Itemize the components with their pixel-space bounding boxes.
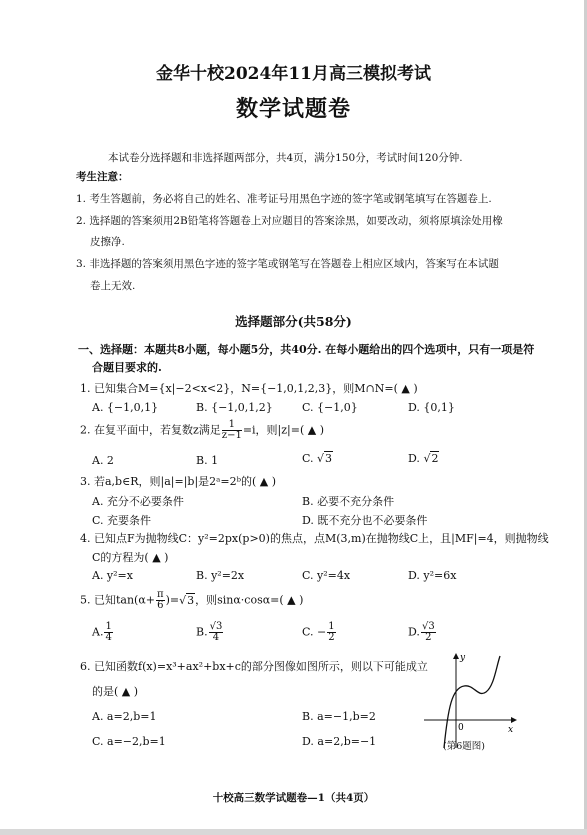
q4-stem: 4. 已知点F为抛物线C：y²=2px(p>0)的焦点，点M(3,m)在抛物线C上，且|MF|=4，则抛物线 — [80, 532, 549, 545]
q5-option-b-radicand: 3 — [215, 621, 223, 632]
q1-stem: 1. 已知集合M={x|−2<x<2}，N={−1,0,1,2,3}，则M∩N=( ▲ ) — [80, 382, 418, 395]
note-3: 3. 非选择题的答案须用黑色字迹的签字笔或钢笔写在答题卷上相应区域内，答案写在本试题 — [76, 258, 499, 270]
q5-option-c — [302, 622, 337, 643]
q2-stem-pre: 2. 在复平面中，若复数z满足 — [80, 423, 221, 437]
q2-fraction — [222, 420, 242, 441]
q2-option-c — [302, 452, 333, 465]
intro-text: 本试卷分选择题和非选择题两部分，共4页，满分150分，考试时间120分钟. — [108, 152, 463, 164]
q2-option-b: B. 1 — [196, 454, 219, 467]
q5-option-a-num: 1 — [105, 621, 112, 632]
q5-stem-post: ，则sinα·cosα=( ▲ ) — [195, 593, 304, 607]
cubic-curve — [444, 656, 500, 748]
graph-origin-label: 0 — [458, 723, 464, 733]
q6-stem: 6. 已知函数f(x)=x³+ax²+bx+c的部分图像如图所示，则以下可能成立 — [80, 660, 428, 673]
q5-option-b-den: 4 — [212, 632, 220, 643]
q2-stem — [80, 420, 324, 441]
q3-option-b: B. 必要不充分条件 — [302, 495, 395, 508]
q5-option-d-radicand: 3 — [428, 621, 435, 632]
exam-title: 金华十校2024年11月高三模拟考试 — [156, 64, 431, 84]
q6-figure-caption: (第6题图) — [443, 741, 485, 752]
q2-option-a: A. 2 — [92, 454, 114, 467]
page-edge-bottom — [0, 829, 587, 835]
q2-option-d-label: D. — [408, 452, 420, 465]
notes-heading: 考生注意： — [76, 171, 129, 183]
q2-option-d — [408, 452, 439, 465]
section-title: 选择题部分(共58分) — [235, 314, 352, 329]
q5-option-d-num: √3 — [421, 621, 435, 632]
q4-option-a: A. y²=x — [92, 569, 133, 582]
q1-option-b: B. {−1,0,1,2} — [196, 401, 273, 414]
q1-option-d: D. {0,1} — [408, 401, 455, 414]
graph-y-label: y — [460, 653, 466, 663]
q1-option-a: A. {−1,0,1} — [92, 401, 159, 414]
q6-stem-cont: 的是( ▲ ) — [92, 685, 139, 698]
q5-option-b-label: B. — [196, 625, 208, 639]
q5-option-b-frac — [209, 622, 224, 643]
q1-option-c: C. {−1,0} — [302, 401, 358, 414]
page-footer: 十校高三数学试题卷—1（共4页） — [212, 792, 375, 804]
q6-option-c: C. a=−2,b=1 — [92, 735, 166, 748]
q2-stem-post: =i，则|z|=( ▲ ) — [242, 423, 325, 437]
note-2-cont: 皮擦净. — [90, 236, 125, 248]
q4-stem-cont: C的方程为( ▲ ) — [92, 551, 169, 564]
q2-option-d-radicand: 2 — [431, 452, 439, 465]
note-2: 2. 选择题的答案须用2B铅笔将答题卷上对应题目的答案涂黑，如要改动，须将原填涂处用橡 — [76, 215, 503, 227]
q5-option-d — [408, 622, 437, 643]
q5-option-a-frac — [104, 622, 112, 643]
q5-option-a — [92, 622, 114, 643]
q5-option-b — [196, 622, 224, 643]
part1-instructions: 一、选择题：本题共8小题，每小题5分，共40分. 在每小题给出的四个选项中，只有一项是符 — [78, 343, 535, 356]
sqrt-icon: √3 — [179, 593, 195, 607]
q5-option-c-label: C. − — [302, 625, 327, 639]
graph-x-label: x — [508, 725, 514, 735]
q5-option-c-den: 2 — [328, 632, 335, 643]
part1-instructions-cont: 合题目要求的. — [92, 361, 162, 374]
q5-stem-pre: 5. 已知tan(α+ — [80, 593, 155, 607]
q5-option-c-frac — [327, 622, 335, 643]
q6-option-b: B. a=−1,b=2 — [302, 710, 376, 723]
q2-option-c-radicand: 3 — [325, 452, 333, 465]
q2-option-c-label: C. — [302, 452, 314, 465]
q5-option-a-label: A. — [92, 625, 104, 639]
note-1: 1. 考生答题前，务必将自己的姓名、准考证号用黑色字迹的签字笔或钢笔填写在答题卷上. — [76, 193, 492, 205]
sqrt-icon: √2 — [423, 452, 439, 465]
q5-stem — [80, 590, 303, 611]
q5-option-d-frac — [421, 622, 436, 643]
q5-frac-num: π — [157, 589, 164, 600]
q4-option-b: B. y²=2x — [196, 569, 245, 582]
sqrt-icon: √3 — [317, 452, 333, 465]
q4-option-d: D. y²=6x — [408, 569, 457, 582]
q3-stem: 3. 若a,b∈R，则|a|=|b|是2ᵃ=2ᵇ的( ▲ ) — [80, 475, 277, 488]
q5-option-d-label: D. — [408, 625, 420, 639]
q3-option-c: C. 充要条件 — [92, 514, 152, 527]
q5-option-a-den: 4 — [105, 632, 112, 643]
q5-stem-radicand: 3 — [187, 593, 195, 607]
q3-option-a: A. 充分不必要条件 — [92, 495, 184, 508]
note-3-cont: 卷上无效. — [90, 280, 136, 292]
q6-option-d: D. a=2,b=−1 — [302, 735, 377, 748]
q2-frac-num: 1 — [222, 420, 242, 431]
q5-option-d-den: 2 — [425, 632, 432, 643]
q6-option-a: A. a=2,b=1 — [92, 710, 157, 723]
q5-frac-den: 6 — [157, 600, 164, 611]
q3-option-d: D. 既不充分也不必要条件 — [302, 514, 428, 527]
paper-title: 数学试题卷 — [235, 96, 351, 122]
q5-option-b-num: √3 — [209, 621, 223, 632]
q2-frac-den: z−1 — [221, 430, 242, 441]
q4-option-c: C. y²=4x — [302, 569, 351, 582]
q5-stem-mid: )= — [165, 593, 180, 607]
q5-fraction — [156, 590, 165, 611]
q5-option-c-num: 1 — [328, 621, 335, 632]
